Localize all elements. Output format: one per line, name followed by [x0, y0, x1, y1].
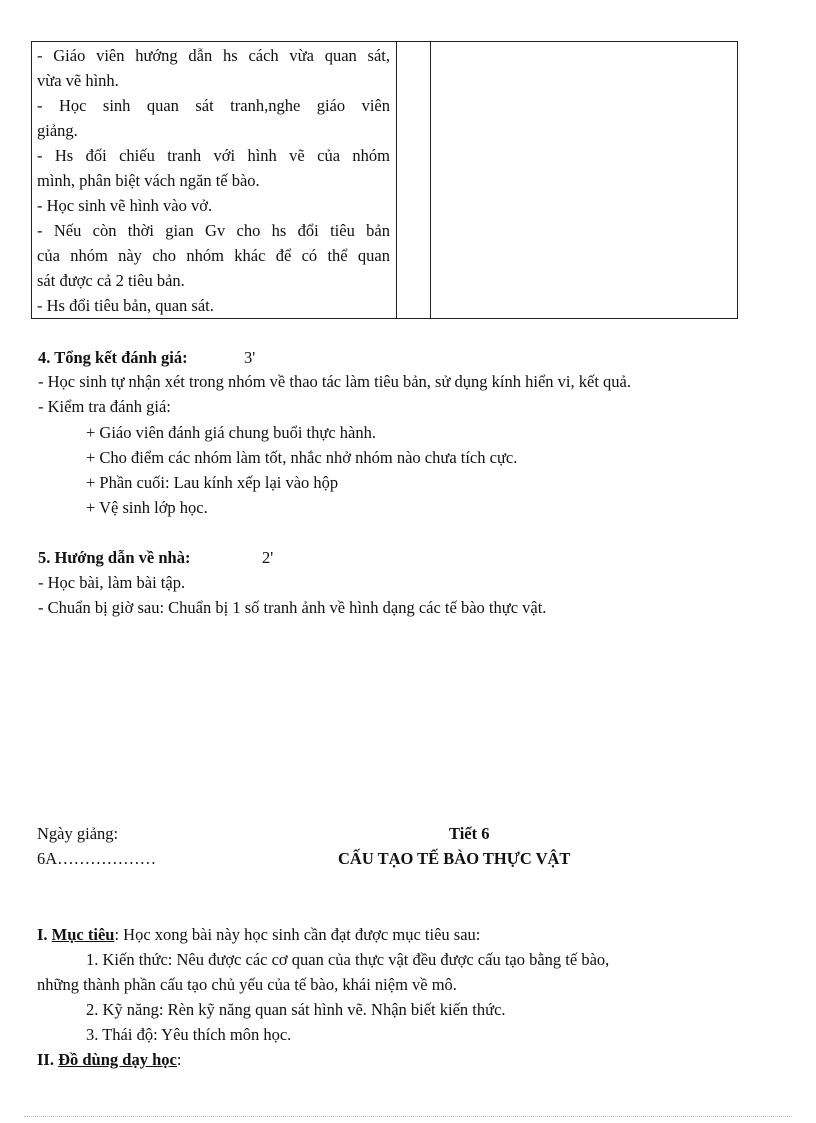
empty-cell — [397, 42, 431, 319]
lesson-title: CẤU TẠO TẾ BÀO THỰC VẬT — [338, 849, 571, 868]
section5-heading: 5. Hướng dẫn về nhà: — [38, 548, 191, 567]
date-label: Ngày giảng: — [37, 824, 119, 843]
section5-line: - Chuẩn bị giờ sau: Chuẩn bị 1 số tranh ảnh về hình dạng các tế bào thực vật. — [38, 598, 547, 617]
activity-table — [31, 41, 738, 319]
page-divider — [24, 1116, 792, 1117]
materials-number: II. — [37, 1050, 59, 1069]
table-row: mình, phân biệt vách ngăn tế bào. — [37, 171, 260, 190]
section4-line: - Kiểm tra đánh giá: — [38, 397, 171, 416]
class-label: 6A……………… — [37, 849, 157, 868]
list-item: + Cho điểm các nhóm làm tốt, nhắc nhở nhóm nào chưa tích cực. — [86, 448, 518, 467]
section4-time: 3' — [244, 348, 256, 367]
period-label: Tiết 6 — [449, 824, 490, 843]
section5-time: 2' — [262, 548, 274, 567]
objective-knowledge-cont: những thành phần cấu tạo chủ yếu của tế bào, khái niệm về mô. — [37, 975, 457, 994]
table-row: - Học sinh vẽ hình vào vở. — [37, 196, 213, 215]
objectives-intro: : Học xong bài này học sinh cần đạt được mục tiêu sau: — [114, 925, 481, 944]
materials-title: Đồ dùng dạy học — [58, 1050, 177, 1069]
objective-knowledge: 1. Kiến thức: Nêu được các cơ quan của thực vật đều được cấu tạo bằng tế bào, — [86, 950, 610, 969]
list-item: + Phần cuối: Lau kính xếp lại vào hộp — [86, 473, 339, 492]
list-item: + Giáo viên đánh giá chung buổi thực hành. — [86, 423, 376, 442]
table-row: - Giáo viên hướng dẫn hs cách vừa quan sát, — [37, 46, 390, 65]
list-item: + Vệ sinh lớp học. — [86, 498, 208, 517]
objective-attitude: 3. Thái độ: Yêu thích môn học. — [86, 1025, 292, 1044]
table-row: - Hs đối chiếu tranh với hình vẽ của nhóm — [37, 146, 390, 165]
objectives-heading — [37, 922, 480, 947]
table-row: của nhóm này cho nhóm khác để có thể quan — [37, 246, 390, 265]
table-row: - Hs đổi tiêu bản, quan sát. — [37, 296, 214, 315]
table-row: vừa vẽ hình. — [37, 71, 119, 90]
section5-line: - Học bài, làm bài tập. — [38, 573, 186, 592]
section4-line: - Học sinh tự nhận xét trong nhóm về thao tác làm tiêu bản, sử dụng kính hiển vi, kết quả. — [38, 372, 631, 391]
objectives-title: Mục tiêu — [51, 925, 115, 944]
materials-heading — [37, 1047, 181, 1072]
table-row: giảng. — [37, 121, 78, 140]
table-row: sát được cả 2 tiêu bản. — [37, 271, 185, 290]
activity-cell — [32, 42, 397, 319]
objective-skills: 2. Kỹ năng: Rèn kỹ năng quan sát hình vẽ. Nhận biết kiến thức. — [86, 1000, 506, 1019]
section4-heading: 4. Tổng kết đánh giá: — [38, 348, 188, 367]
empty-cell — [431, 42, 738, 319]
table-row: - Học sinh quan sát tranh,nghe giáo viên — [37, 96, 390, 115]
table-row: - Nếu còn thời gian Gv cho hs đổi tiêu bản — [37, 221, 390, 240]
materials-colon: : — [176, 1050, 182, 1069]
objectives-number: I. — [37, 925, 52, 944]
